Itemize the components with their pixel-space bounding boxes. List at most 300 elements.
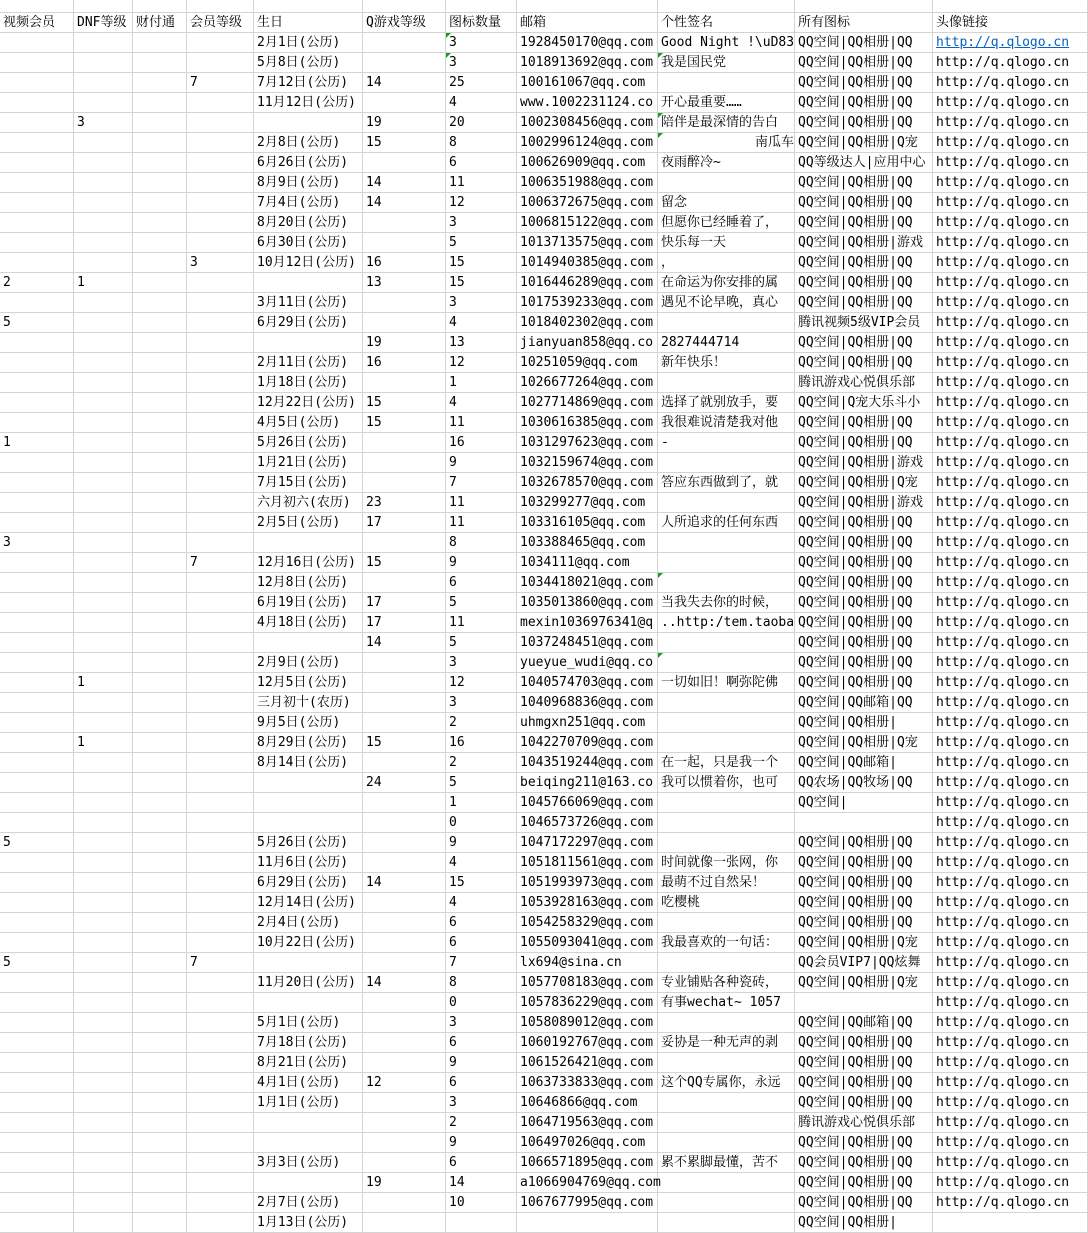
cell-video-vip[interactable]: 2 <box>0 273 74 292</box>
cell-video-vip[interactable] <box>0 993 74 1012</box>
cell-qq-game-level[interactable]: 16 <box>363 253 446 272</box>
cell-all-icons[interactable]: QQ空间|QQ相册|Q宠 <box>795 133 933 152</box>
cell-tenpay[interactable] <box>133 1193 187 1212</box>
cell-dnf-level[interactable] <box>74 0 133 12</box>
cell-avatar-link[interactable]: http://q.qlogo.cn <box>933 1173 1088 1192</box>
cell-birthday[interactable]: 2月5日(公历) <box>254 513 363 532</box>
cell-avatar-link[interactable]: http://q.qlogo.cn <box>933 1013 1088 1032</box>
cell-email[interactable]: 1034418021@qq.com <box>517 573 658 592</box>
cell-birthday[interactable]: 11月12日(公历) <box>254 93 363 112</box>
cell-vip-level[interactable] <box>187 813 254 832</box>
cell-email[interactable]: 1037248451@qq.com <box>517 633 658 652</box>
cell-email[interactable]: 1040574703@qq.com <box>517 673 658 692</box>
cell-vip-level[interactable] <box>187 53 254 72</box>
cell-signature[interactable] <box>658 73 795 92</box>
cell-birthday[interactable]: 2月9日(公历) <box>254 653 363 672</box>
cell-dnf-level[interactable] <box>74 953 133 972</box>
cell-signature[interactable] <box>658 733 795 752</box>
cell-video-vip[interactable] <box>0 373 74 392</box>
cell-vip-level[interactable] <box>187 833 254 852</box>
cell-icon-count[interactable]: 3 <box>446 693 517 712</box>
cell-avatar-link[interactable]: http://q.qlogo.cn <box>933 513 1088 532</box>
cell-avatar-link[interactable]: http://q.qlogo.cn <box>933 713 1088 732</box>
cell-all-icons[interactable]: QQ空间|QQ相册|QQ <box>795 33 933 52</box>
cell-vip-level[interactable] <box>187 913 254 932</box>
cell-birthday[interactable]: 8月21日(公历) <box>254 1053 363 1072</box>
cell-email[interactable]: 1018913692@qq.com <box>517 53 658 72</box>
cell-qq-game-level[interactable] <box>363 153 446 172</box>
cell-vip-level[interactable] <box>187 1093 254 1112</box>
cell-dnf-level[interactable] <box>74 1153 133 1172</box>
cell-avatar-link[interactable]: http://q.qlogo.cn <box>933 1113 1088 1132</box>
cell-all-icons[interactable]: QQ空间|QQ相册|QQ <box>795 253 933 272</box>
cell-birthday[interactable]: 12月5日(公历) <box>254 673 363 692</box>
cell-signature[interactable]: 在命运为你安排的属 <box>658 273 795 292</box>
cell-tenpay[interactable] <box>133 873 187 892</box>
cell-video-vip[interactable] <box>0 793 74 812</box>
cell-signature[interactable] <box>658 813 795 832</box>
cell-vip-level[interactable] <box>187 533 254 552</box>
cell-icon-count[interactable]: 5 <box>446 633 517 652</box>
cell-video-vip[interactable] <box>0 913 74 932</box>
cell-vip-level[interactable] <box>187 393 254 412</box>
cell-video-vip[interactable] <box>0 153 74 172</box>
cell-video-vip[interactable] <box>0 293 74 312</box>
cell-vip-level[interactable] <box>187 1073 254 1092</box>
cell-tenpay[interactable] <box>133 0 187 12</box>
cell-all-icons[interactable]: QQ空间|QQ相册|QQ <box>795 673 933 692</box>
cell-tenpay[interactable] <box>133 1053 187 1072</box>
cell-avatar-link[interactable]: http://q.qlogo.cn <box>933 993 1088 1012</box>
cell-birthday[interactable] <box>254 273 363 292</box>
cell-email[interactable]: 103299277@qq.com <box>517 493 658 512</box>
cell-dnf-level[interactable] <box>74 353 133 372</box>
cell-tenpay[interactable] <box>133 1173 187 1192</box>
cell-tenpay[interactable] <box>133 1133 187 1152</box>
cell-birthday[interactable] <box>254 1173 363 1192</box>
cell-video-vip[interactable] <box>0 573 74 592</box>
cell-qq-game-level[interactable] <box>363 893 446 912</box>
cell-signature[interactable] <box>658 1133 795 1152</box>
cell-signature[interactable]: 人所追求的任何东西 <box>658 513 795 532</box>
cell-email[interactable]: a1066904769@qq.com <box>517 1173 658 1192</box>
cell-all-icons[interactable]: QQ空间|QQ相册|QQ <box>795 1193 933 1212</box>
cell-signature[interactable] <box>658 453 795 472</box>
cell-birthday[interactable]: 12月22日(公历) <box>254 393 363 412</box>
cell-birthday[interactable]: 2月11日(公历) <box>254 353 363 372</box>
cell-vip-level[interactable] <box>187 733 254 752</box>
cell-signature[interactable]: 夜雨醉冷~ <box>658 153 795 172</box>
cell-all-icons[interactable]: QQ空间|QQ邮箱| <box>795 753 933 772</box>
cell-dnf-level[interactable] <box>74 653 133 672</box>
cell-tenpay[interactable] <box>133 953 187 972</box>
cell-dnf-level[interactable] <box>74 493 133 512</box>
cell-dnf-level[interactable] <box>74 813 133 832</box>
cell-avatar-link[interactable] <box>933 1213 1088 1232</box>
cell-all-icons[interactable]: QQ空间|QQ相册|QQ <box>795 213 933 232</box>
cell-qq-game-level[interactable]: 14 <box>363 633 446 652</box>
cell-tenpay[interactable] <box>133 1213 187 1232</box>
cell-birthday[interactable]: 8月14日(公历) <box>254 753 363 772</box>
cell-vip-level[interactable] <box>187 853 254 872</box>
cell-email[interactable]: 1064719563@qq.com <box>517 1113 658 1132</box>
cell-tenpay[interactable] <box>133 833 187 852</box>
cell-tenpay[interactable] <box>133 413 187 432</box>
cell-signature[interactable]: 这个QQ专属你，永远 <box>658 1073 795 1092</box>
cell-birthday[interactable] <box>254 333 363 352</box>
cell-vip-level[interactable] <box>187 1173 254 1192</box>
cell-email[interactable]: 1042270709@qq.com <box>517 733 658 752</box>
cell-dnf-level[interactable] <box>74 833 133 852</box>
cell-qq-game-level[interactable] <box>363 473 446 492</box>
cell-signature[interactable] <box>658 1193 795 1212</box>
cell-video-vip[interactable] <box>0 333 74 352</box>
cell-all-icons[interactable]: QQ空间|QQ相册|QQ <box>795 333 933 352</box>
cell-avatar-link[interactable]: http://q.qlogo.cn <box>933 1093 1088 1112</box>
header-email[interactable]: 邮箱 <box>517 13 658 32</box>
cell-all-icons[interactable]: QQ空间|QQ相册|QQ <box>795 853 933 872</box>
cell-birthday[interactable]: 5月1日(公历) <box>254 1013 363 1032</box>
cell-icon-count[interactable]: 3 <box>446 53 517 72</box>
cell-avatar-link[interactable]: http://q.qlogo.cn <box>933 1033 1088 1052</box>
cell-tenpay[interactable] <box>133 53 187 72</box>
cell-icon-count[interactable]: 20 <box>446 113 517 132</box>
cell-birthday[interactable]: 7月15日(公历) <box>254 473 363 492</box>
cell-signature[interactable] <box>658 653 795 672</box>
cell-avatar-link[interactable]: http://q.qlogo.cn <box>933 613 1088 632</box>
cell-avatar-link[interactable]: http://q.qlogo.cn <box>933 973 1088 992</box>
cell-email[interactable]: 1034111@qq.com <box>517 553 658 572</box>
cell-email[interactable]: lx694@sina.cn <box>517 953 658 972</box>
cell-video-vip[interactable] <box>0 133 74 152</box>
cell-icon-count[interactable]: 3 <box>446 653 517 672</box>
cell-email[interactable]: 1006372675@qq.com <box>517 193 658 212</box>
cell-birthday[interactable]: 1月18日(公历) <box>254 373 363 392</box>
cell-avatar-link[interactable]: http://q.qlogo.cn <box>933 693 1088 712</box>
cell-birthday[interactable] <box>254 953 363 972</box>
cell-video-vip[interactable] <box>0 113 74 132</box>
cell-email[interactable]: uhmgxn251@qq.com <box>517 713 658 732</box>
cell-icon-count[interactable]: 16 <box>446 733 517 752</box>
cell-video-vip[interactable] <box>0 493 74 512</box>
cell-avatar-link[interactable]: http://q.qlogo.cn <box>933 653 1088 672</box>
cell-qq-game-level[interactable]: 14 <box>363 73 446 92</box>
cell-vip-level[interactable] <box>187 273 254 292</box>
cell-tenpay[interactable] <box>133 33 187 52</box>
cell-tenpay[interactable] <box>133 1153 187 1172</box>
cell-birthday[interactable]: 9月5日(公历) <box>254 713 363 732</box>
cell-vip-level[interactable] <box>187 973 254 992</box>
cell-all-icons[interactable]: QQ空间|QQ相册|QQ <box>795 353 933 372</box>
cell-icon-count[interactable]: 8 <box>446 533 517 552</box>
cell-dnf-level[interactable] <box>74 313 133 332</box>
cell-tenpay[interactable] <box>133 453 187 472</box>
cell-video-vip[interactable] <box>0 253 74 272</box>
cell-vip-level[interactable] <box>187 893 254 912</box>
cell-all-icons[interactable]: QQ空间|Q宠大乐斗小 <box>795 393 933 412</box>
cell-email[interactable]: 1047172297@qq.com <box>517 833 658 852</box>
cell-avatar-link[interactable]: http://q.qlogo.cn <box>933 573 1088 592</box>
cell-tenpay[interactable] <box>133 753 187 772</box>
cell-email[interactable]: 1063733833@qq.com <box>517 1073 658 1092</box>
cell-signature[interactable] <box>658 493 795 512</box>
cell-signature[interactable] <box>658 1213 795 1232</box>
cell-all-icons[interactable]: QQ空间|QQ相册|QQ <box>795 193 933 212</box>
cell-birthday[interactable]: 2月1日(公历) <box>254 33 363 52</box>
cell-birthday[interactable]: 5月8日(公历) <box>254 53 363 72</box>
cell-avatar-link[interactable]: http://q.qlogo.cn <box>933 433 1088 452</box>
cell-icon-count[interactable]: 14 <box>446 1173 517 1192</box>
cell-birthday[interactable] <box>254 633 363 652</box>
cell-vip-level[interactable] <box>187 413 254 432</box>
cell-video-vip[interactable] <box>0 193 74 212</box>
cell-all-icons[interactable]: 腾讯视频5级VIP会员 <box>795 313 933 332</box>
cell-dnf-level[interactable] <box>74 1093 133 1112</box>
cell-signature[interactable]: 快乐每一天 <box>658 233 795 252</box>
cell-signature[interactable]: 留念 <box>658 193 795 212</box>
cell-qq-game-level[interactable] <box>363 1013 446 1032</box>
cell-all-icons[interactable]: QQ空间|QQ相册|QQ <box>795 633 933 652</box>
cell-video-vip[interactable] <box>0 1133 74 1152</box>
cell-dnf-level[interactable] <box>74 453 133 472</box>
cell-tenpay[interactable] <box>133 1073 187 1092</box>
cell-all-icons[interactable]: 腾讯游戏心悦俱乐部 <box>795 373 933 392</box>
cell-all-icons[interactable]: QQ空间|QQ相册|QQ <box>795 613 933 632</box>
cell-qq-game-level[interactable]: 19 <box>363 333 446 352</box>
cell-tenpay[interactable] <box>133 1033 187 1052</box>
cell-all-icons[interactable]: QQ空间|QQ相册| <box>795 713 933 732</box>
cell-icon-count[interactable]: 2 <box>446 713 517 732</box>
cell-dnf-level[interactable] <box>74 93 133 112</box>
cell-signature[interactable] <box>658 373 795 392</box>
cell-signature[interactable] <box>658 693 795 712</box>
cell-birthday[interactable]: 4月18日(公历) <box>254 613 363 632</box>
cell-birthday[interactable]: 12月8日(公历) <box>254 573 363 592</box>
cell-qq-game-level[interactable] <box>363 1213 446 1232</box>
cell-icon-count[interactable]: 9 <box>446 833 517 852</box>
cell-avatar-link[interactable]: http://q.qlogo.cn <box>933 213 1088 232</box>
cell-video-vip[interactable] <box>0 73 74 92</box>
cell-vip-level[interactable] <box>187 653 254 672</box>
cell-vip-level[interactable] <box>187 233 254 252</box>
cell-email[interactable]: 1013713575@qq.com <box>517 233 658 252</box>
cell-dnf-level[interactable] <box>74 753 133 772</box>
cell-video-vip[interactable] <box>0 653 74 672</box>
cell-signature[interactable]: 2827444714 <box>658 333 795 352</box>
cell-dnf-level[interactable] <box>74 553 133 572</box>
cell-video-vip[interactable] <box>0 973 74 992</box>
cell-tenpay[interactable] <box>133 433 187 452</box>
cell-birthday[interactable]: 三月初十(农历) <box>254 693 363 712</box>
cell-email[interactable] <box>517 0 658 12</box>
cell-video-vip[interactable] <box>0 693 74 712</box>
cell-dnf-level[interactable] <box>74 1013 133 1032</box>
cell-signature[interactable] <box>658 953 795 972</box>
cell-vip-level[interactable] <box>187 433 254 452</box>
cell-icon-count[interactable]: 9 <box>446 1053 517 1072</box>
cell-all-icons[interactable]: QQ空间|QQ相册|QQ <box>795 73 933 92</box>
cell-email[interactable]: 100161067@qq.com <box>517 73 658 92</box>
cell-all-icons[interactable]: QQ空间| <box>795 793 933 812</box>
cell-vip-level[interactable] <box>187 153 254 172</box>
cell-qq-game-level[interactable]: 15 <box>363 733 446 752</box>
cell-dnf-level[interactable] <box>74 773 133 792</box>
cell-icon-count[interactable]: 6 <box>446 933 517 952</box>
cell-video-vip[interactable] <box>0 1053 74 1072</box>
cell-email[interactable]: 1031297623@qq.com <box>517 433 658 452</box>
cell-email[interactable]: 1018402302@qq.com <box>517 313 658 332</box>
cell-email[interactable]: 1026677264@qq.com <box>517 373 658 392</box>
cell-signature[interactable] <box>658 633 795 652</box>
cell-video-vip[interactable] <box>0 1193 74 1212</box>
cell-all-icons[interactable]: QQ农场|QQ牧场|QQ <box>795 773 933 792</box>
cell-dnf-level[interactable] <box>74 973 133 992</box>
cell-video-vip[interactable] <box>0 673 74 692</box>
cell-vip-level[interactable] <box>187 673 254 692</box>
cell-birthday[interactable] <box>254 993 363 1012</box>
cell-dnf-level[interactable] <box>74 913 133 932</box>
cell-birthday[interactable]: 7月18日(公历) <box>254 1033 363 1052</box>
cell-vip-level[interactable] <box>187 993 254 1012</box>
cell-avatar-link[interactable]: http://q.qlogo.cn <box>933 453 1088 472</box>
cell-video-vip[interactable] <box>0 1213 74 1232</box>
cell-avatar-link[interactable]: http://q.qlogo.cn <box>933 733 1088 752</box>
cell-signature[interactable]: 南瓜车 <box>658 133 795 152</box>
cell-qq-game-level[interactable]: 16 <box>363 353 446 372</box>
cell-signature[interactable]: 我是国民党 <box>658 53 795 72</box>
cell-all-icons[interactable] <box>795 0 933 12</box>
cell-vip-level[interactable]: 7 <box>187 953 254 972</box>
cell-signature[interactable]: 吃樱桃 <box>658 893 795 912</box>
cell-tenpay[interactable] <box>133 933 187 952</box>
cell-tenpay[interactable] <box>133 493 187 512</box>
cell-signature[interactable] <box>658 1113 795 1132</box>
cell-avatar-link[interactable]: http://q.qlogo.cn <box>933 493 1088 512</box>
cell-signature[interactable] <box>658 573 795 592</box>
cell-video-vip[interactable] <box>0 1033 74 1052</box>
cell-birthday[interactable]: 4月5日(公历) <box>254 413 363 432</box>
cell-all-icons[interactable]: QQ空间|QQ相册|QQ <box>795 1153 933 1172</box>
cell-icon-count[interactable]: 7 <box>446 953 517 972</box>
cell-birthday[interactable] <box>254 533 363 552</box>
cell-icon-count[interactable]: 13 <box>446 333 517 352</box>
cell-all-icons[interactable]: QQ空间|QQ相册|QQ <box>795 433 933 452</box>
cell-vip-level[interactable]: 7 <box>187 553 254 572</box>
cell-birthday[interactable]: 10月12日(公历) <box>254 253 363 272</box>
cell-email[interactable]: 1002308456@qq.com <box>517 113 658 132</box>
cell-tenpay[interactable] <box>133 993 187 1012</box>
cell-avatar-link[interactable]: http://q.qlogo.cn <box>933 193 1088 212</box>
cell-avatar-link[interactable]: http://q.qlogo.cn <box>933 313 1088 332</box>
cell-tenpay[interactable] <box>133 1093 187 1112</box>
cell-email[interactable] <box>517 1213 658 1232</box>
cell-email[interactable]: 1057708183@qq.com <box>517 973 658 992</box>
cell-qq-game-level[interactable] <box>363 1153 446 1172</box>
cell-signature[interactable] <box>658 0 795 12</box>
cell-email[interactable]: 1066571895@qq.com <box>517 1153 658 1172</box>
cell-vip-level[interactable] <box>187 113 254 132</box>
cell-all-icons[interactable]: QQ空间|QQ相册|QQ <box>795 53 933 72</box>
cell-dnf-level[interactable]: 1 <box>74 273 133 292</box>
cell-video-vip[interactable] <box>0 0 74 12</box>
cell-tenpay[interactable] <box>133 173 187 192</box>
cell-signature[interactable]: 但愿你已经睡着了， <box>658 213 795 232</box>
cell-all-icons[interactable]: QQ空间|QQ相册|Q宠 <box>795 933 933 952</box>
cell-birthday[interactable]: 10月22日(公历) <box>254 933 363 952</box>
cell-video-vip[interactable] <box>0 593 74 612</box>
cell-avatar-link[interactable]: http://q.qlogo.cn <box>933 1053 1088 1072</box>
cell-all-icons[interactable]: QQ会员VIP7|QQ炫舞 <box>795 953 933 972</box>
cell-qq-game-level[interactable] <box>363 1113 446 1132</box>
cell-avatar-link[interactable]: http://q.qlogo.cn <box>933 33 1088 52</box>
cell-signature[interactable]: 有事wechat~ 1057 <box>658 993 795 1012</box>
cell-signature[interactable]: 专业铺贴各种瓷砖， <box>658 973 795 992</box>
cell-all-icons[interactable]: QQ空间|QQ相册|QQ <box>795 1173 933 1192</box>
cell-video-vip[interactable] <box>0 513 74 532</box>
cell-avatar-link[interactable]: http://q.qlogo.cn <box>933 93 1088 112</box>
cell-birthday[interactable]: 3月3日(公历) <box>254 1153 363 1172</box>
cell-all-icons[interactable]: QQ空间|QQ相册|QQ <box>795 173 933 192</box>
cell-dnf-level[interactable] <box>74 233 133 252</box>
header-dnf-level[interactable]: DNF等级 <box>74 13 133 32</box>
cell-signature[interactable]: 在一起，只是我一个 <box>658 753 795 772</box>
cell-all-icons[interactable]: QQ空间|QQ相册|游戏 <box>795 453 933 472</box>
cell-icon-count[interactable]: 16 <box>446 433 517 452</box>
cell-tenpay[interactable] <box>133 73 187 92</box>
cell-tenpay[interactable] <box>133 693 187 712</box>
cell-all-icons[interactable]: 腾讯游戏心悦俱乐部 <box>795 1113 933 1132</box>
cell-email[interactable]: 1006815122@qq.com <box>517 213 658 232</box>
cell-icon-count[interactable]: 0 <box>446 993 517 1012</box>
cell-dnf-level[interactable] <box>74 853 133 872</box>
cell-qq-game-level[interactable] <box>363 713 446 732</box>
cell-qq-game-level[interactable] <box>363 993 446 1012</box>
cell-icon-count[interactable]: 6 <box>446 153 517 172</box>
cell-birthday[interactable]: 8月20日(公历) <box>254 213 363 232</box>
cell-birthday[interactable]: 2月7日(公历) <box>254 1193 363 1212</box>
cell-vip-level[interactable] <box>187 373 254 392</box>
cell-tenpay[interactable] <box>133 373 187 392</box>
cell-qq-game-level[interactable] <box>363 673 446 692</box>
cell-qq-game-level[interactable]: 19 <box>363 113 446 132</box>
cell-signature[interactable] <box>658 553 795 572</box>
cell-birthday[interactable]: 1月21日(公历) <box>254 453 363 472</box>
cell-icon-count[interactable]: 3 <box>446 1093 517 1112</box>
cell-tenpay[interactable] <box>133 473 187 492</box>
cell-qq-game-level[interactable]: 14 <box>363 173 446 192</box>
cell-qq-game-level[interactable] <box>363 953 446 972</box>
cell-email[interactable]: 1051993973@qq.com <box>517 873 658 892</box>
cell-icon-count[interactable] <box>446 0 517 12</box>
cell-icon-count[interactable]: 12 <box>446 673 517 692</box>
cell-avatar-link[interactable]: http://q.qlogo.cn <box>933 113 1088 132</box>
cell-qq-game-level[interactable]: 14 <box>363 193 446 212</box>
cell-tenpay[interactable] <box>133 333 187 352</box>
cell-icon-count[interactable]: 6 <box>446 573 517 592</box>
cell-email[interactable]: 1032678570@qq.com <box>517 473 658 492</box>
cell-vip-level[interactable] <box>187 213 254 232</box>
cell-tenpay[interactable] <box>133 353 187 372</box>
cell-dnf-level[interactable] <box>74 1033 133 1052</box>
cell-tenpay[interactable] <box>133 593 187 612</box>
cell-birthday[interactable] <box>254 1113 363 1132</box>
cell-video-vip[interactable] <box>0 173 74 192</box>
cell-signature[interactable]: 选择了就别放手，要 <box>658 393 795 412</box>
cell-vip-level[interactable] <box>187 1013 254 1032</box>
cell-avatar-link[interactable]: http://q.qlogo.cn <box>933 753 1088 772</box>
cell-tenpay[interactable] <box>133 853 187 872</box>
cell-email[interactable]: yueyue_wudi@qq.co <box>517 653 658 672</box>
